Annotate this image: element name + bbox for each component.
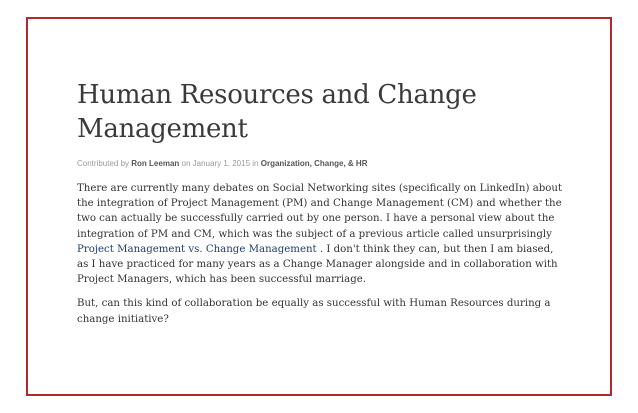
paragraph-1-text: There are currently many debates on Social Networking sites (specifically on LinkedIn) about the integration of Project Management (PM) and Change Management (CM) and whether the two can actually be successfully carried out by one person. I have a personal view about the integration of PM and CM, which was the subject of a previous article called unsurprisingly [77, 183, 563, 240]
category-separator: , [343, 159, 346, 168]
category-link-organization[interactable]: Organization [260, 159, 310, 168]
category-ampersand: & [347, 159, 354, 168]
meta-date: January 1, 2015 [192, 159, 251, 168]
category-separator: , [309, 159, 312, 168]
category-link-hr[interactable]: HR [355, 159, 368, 168]
author-link[interactable]: Ron Leeman [131, 159, 180, 168]
article-meta [77, 158, 563, 170]
meta-category-prefix: in [252, 159, 259, 168]
previous-article-link[interactable]: Project Management vs. Change Management [77, 243, 317, 255]
meta-date-prefix: on [181, 159, 191, 168]
paragraph-1 [77, 181, 563, 287]
meta-prefix: Contributed by [77, 159, 130, 168]
article [77, 78, 563, 327]
paragraph-1-text-end: . I don't think they can, but then I am biased, as I have practiced for many years as a Change Manager alongside and in collaboration with Project Managers, which has been successful marriage. [77, 243, 558, 286]
article-title: Human Resources and Change Management [77, 80, 477, 144]
category-link-change[interactable]: Change [314, 159, 344, 168]
paragraph-2: But, can this kind of collaboration be equally as successful with Human Resources during a change initiative? [77, 298, 551, 325]
